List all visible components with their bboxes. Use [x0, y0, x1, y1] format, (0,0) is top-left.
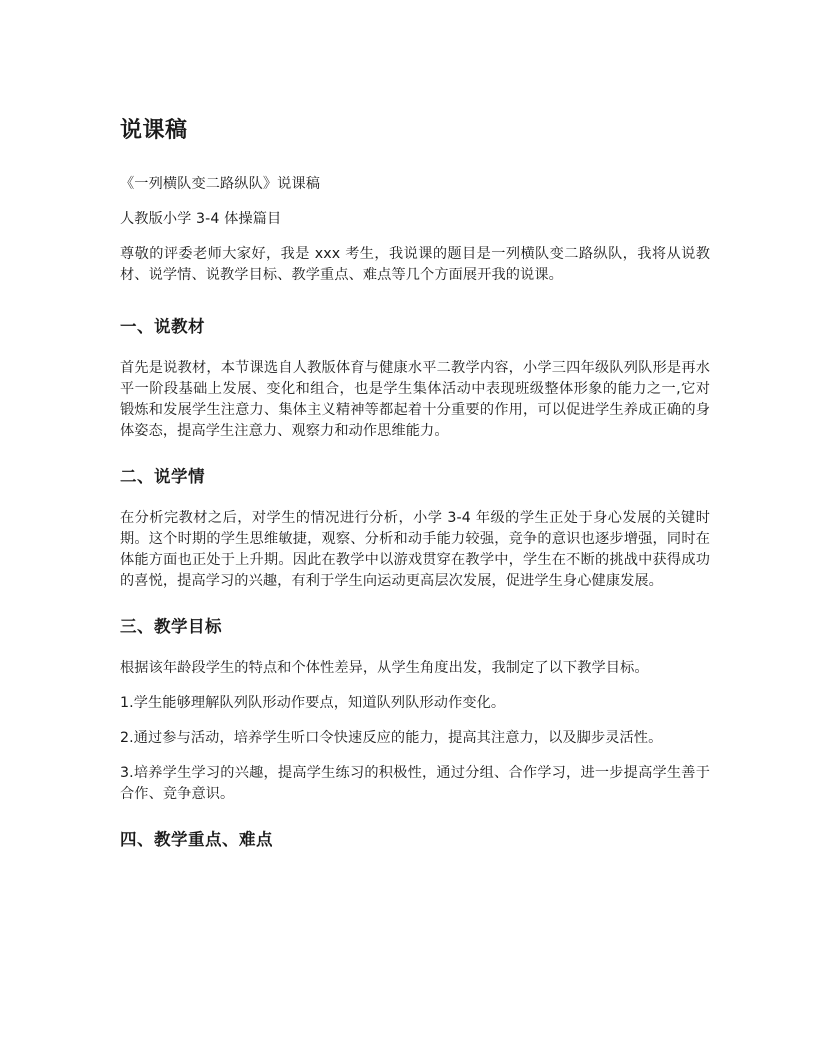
page-title: 说课稿: [120, 118, 188, 143]
section-heading-key-points: 四、教学重点、难点: [120, 830, 273, 850]
goal-item-3: 3.培养学生学习的兴趣，提高学生练习的积极性，通过分组、合作学习，进一步提高学生善于合作、竞争意识。: [120, 765, 710, 803]
document-page: [120, 118, 710, 871]
textbook-line: 人教版小学 3-4 体操篇目: [120, 211, 282, 228]
section-heading-students: 二、说学情: [120, 467, 205, 487]
section-paragraph-materials: 首先是说教材，本节课选自人教版体育与健康水平二教学内容，小学三四年级队列队形是再水平一阶段基础上发展、变化和组合，也是学生集体活动中表现班级整体形象的能力之一,它对锻炼和发展学生注意力、集体主义精神等都起着十分重要的作用，可以促进学生养成正确的身体姿态，提高学生注意力、观察力和动作思维能力。: [120, 360, 710, 440]
section-paragraph-students: 在分析完教材之后，对学生的情况进行分析，小学 3-4 年级的学生正处于身心发展的关键时期。这个时期的学生思维敏捷，观察、分析和动手能力较强，竞争的意识也逐步增强，同时在体能方面也正处于上升期。因此在教学中以游戏贯穿在教学中，学生在不断的挑战中获得成功的喜悦，提高学习的兴趣，有利于学生向运动更高层次发展，促进学生身心健康发展。: [120, 510, 710, 590]
section-paragraph-goals: 根据该年龄段学生的特点和个体性差异，从学生角度出发，我制定了以下教学目标。: [120, 660, 649, 677]
goal-item-1: 1.学生能够理解队列队形动作要点，知道队列队形动作变化。: [120, 695, 506, 712]
section-heading-materials: 一、说教材: [120, 317, 205, 337]
lesson-subtitle: 《一列横队变二路纵队》说课稿: [120, 176, 321, 193]
goal-item-2: 2.通过参与活动，培养学生听口令快速反应的能力，提高其注意力，以及脚步灵活性。: [120, 730, 663, 747]
section-heading-goals: 三、教学目标: [120, 617, 222, 637]
intro-paragraph: 尊敬的评委老师大家好，我是 xxx 考生，我说课的题目是一列横队变二路纵队，我将从说教材、说学情、说教学目标、教学重点、难点等几个方面展开我的说课。: [120, 246, 710, 284]
